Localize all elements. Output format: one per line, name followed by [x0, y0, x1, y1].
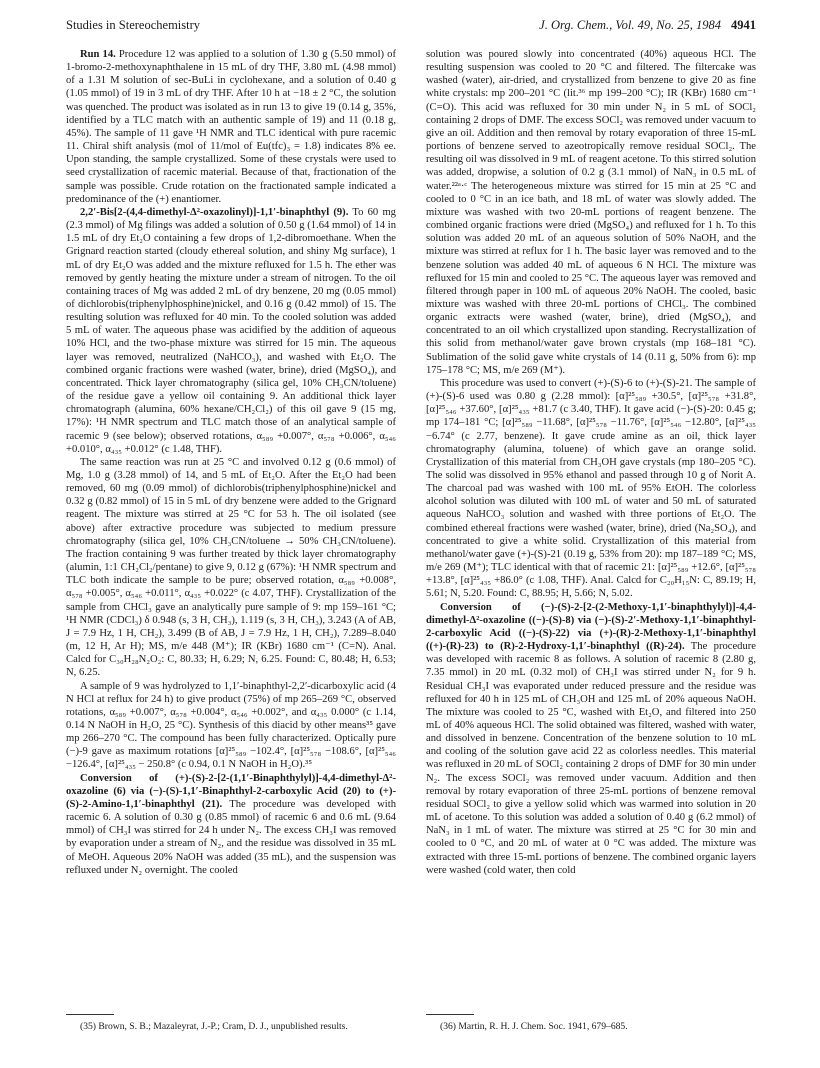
paragraph [66, 680, 396, 772]
paragraph-text: The procedure was developed with racemic 8 as follows. A solution of racemic 8 (2.80 g, 7.35 mmol) in 20 mL (0.32 mol) of CH₃I was stirred under N₂ for 9 h. Residual CH₃I was evaporated under reduced pressure and the residue was refluxed for 40 h in 125 mL of CH₃OH and 125 mL of 20% aqueous NaOH. The mixture was cooled to 25 °C, washed with Et₂O, and filtered into 250 mL of 40% aqueous HCl. The solid obtained was filtered, washed with water, and dissolved in benzene. Concentration of the benzene solution to 10 mL and cooling of the solution gave acid 22 as colorless needles. This material was refluxed in 20 mL of SOCl₂ containing 2 drops of DMF for 30 min under N₂. The excess SOCl₂ was removed under vacuum. Addition and then removal by rotary evaporation of three 25-mL portions of benzene removal residual SOCl₂ to give a yellow solid which was warmed into solution in 20 mL of acetone. To this solution was added a solution of 0.40 g (6.2 mmol) of NaN₃ in 1 mL of water. The mixture was stirred at 25 °C for 30 min and cooled to 0 °C, and 20 mL of water at 0 °C was added. The mixture was extracted with three 15-mL portions of benzene. The combined organic layers were washed (cold water, then cold [426, 641, 756, 876]
paragraph [66, 206, 396, 456]
paragraph [426, 601, 756, 877]
paragraph [426, 48, 756, 377]
paragraph-heading: 2,2′-Bis[2-(4,4-dimethyl-Δ²-oxazolinyl)]-1,1′-binaphthyl (9). [80, 206, 349, 218]
footnote-rule-right [426, 1014, 474, 1015]
paragraph-heading: Conversion of (−)-(S)-2-[2-(2-Methoxy-1,1′-binaphthylyl)]-4,4-dimethyl-Δ²-oxazoline ((−)-(S)-8) via (−)-(S)-2′-Methoxy-1,1′-binaphthyl-2-carboxylic Acid ((−)-(S)-22) via (+)-(R)-2-Methoxy-1,1′-binaphthyl ((+)-(R)-23) to (R)-2-Hydroxy-1,1′-binaphthyl ((R)-24). [426, 601, 756, 653]
journal-citation [539, 16, 756, 34]
paragraph-text: solution was poured slowly into concentrated (40%) aqueous HCl. The resulting suspension was cooled to 20 °C and filtered. The filtercake was washed (water), air-dried, and crystallized from benzene to give 20 as fine white crystals: mp 200–201 °C (lit.³⁶ mp 199–200 °C); IR (KBr) 1680 cm⁻¹ (C=O). This acid was refluxed for 30 min under N₂ in 5 mL of SOCl₂ containing 2 drops of DMF. The excess SOCl₂ was removed under vacuum to give an oil. Addition and then removal by rotary evaporation of three 15-mL portions of benzene served to azeotropically remove residual SOCl₂. The resulting oil was dissolved in 9 mL of reagent acetone. To this stirred solution was added, dropwise, a solution of 0.2 g (3.1 mmol) of NaN₃ in 0.5 mL of water.²²ᵃ·ᶜ The heterogeneous mixture was stirred for 15 min at 25 °C and cooled to 0 °C in an ice bath, and 18 mL of water was slowly added. The mixture was washed with two 20-mL portions of reagent benzene. The combined organic fractions were dried (MgSO₄) and refluxed for 1 h. To this solution was added 20 mL of an aqueous solution of 50% NaOH, and the mixture was stirred at reflux for 1 h. The basic layer was removed and to the benzene solution was added 40 mL of aqueous 6 N HCl. The mixture was refluxed for 15 min and cooled to 25 °C. The aqueous layer was removed and filtered through paper in 100 mL of aqueous 20% NaOH. The cooled, basic mixture was washed with three 20-mL portions of CHCl₃. The combined organic extracts were washed (water, brine), dried (MgSO₄), and concentrated to an oil which crystallized upon standing. Recrystallization of this solid from methanol/water gave brown crystals (mp 168–181 °C). Sublimation of the solid gave white crystals of 14 (0.11 g, 50% from 6): mp 175–178 °C; MS, m/e 269 (M⁺). [426, 49, 756, 376]
paragraph-text: The procedure was developed with racemic 6. A solution of 0.30 g (0.85 mmol) of racemic 6 and 0.6 mL (9.64 mmol) of CH₃I was stirred for 24 h under N₂. The excess CH₃I was removed by evaporation under a stream of N₂, and the residue was dissolved in 35 mL of MeOH. Aqueous 20% NaOH was added (35 mL), and the suspension was refluxed under N₂ overnight. The cooled [66, 798, 396, 876]
paragraph [66, 456, 396, 680]
journal-name: J. Org. Chem., Vol. 49, No. 25, 1984 [539, 18, 721, 32]
paragraph-heading: Conversion of (+)-(S)-2-[2-(1,1′-Binaphthylyl)]-4,4-dimethyl-Δ²-oxazoline (6) via (−)-(S)-1,1′-Binaphthyl-2-carboxylic Acid (20) to (+)-(S)-2-Amino-1,1′-binaphthyl (21). [66, 772, 396, 810]
section-title: Studies in Stereochemistry [66, 18, 201, 32]
right-column [426, 48, 756, 1006]
footnote-rule-left [66, 1014, 114, 1015]
page-number: 4941 [731, 18, 756, 32]
paragraph-text: A sample of 9 was hydrolyzed to 1,1′-binaphthyl-2,2′-dicarboxylic acid (4 N HCl at reflux for 24 h) to give product (75%) of mp 265–269 °C, observed rotations, α₅₈₉ +0.007°, α₅₇₈ +0.004°, α₅₄₆ +0.002°, and α₄₃₅ 0.000° (c 1.14, 0.14 N NaOH in H₂O, 25 °C). Synthesis of this diacid by other means³⁵ gave mp 266–270 °C. The compound has been fully characterized. Optically pure (−)-9 gave as maximum rotations [α]²⁵₅₈₉ −102.4°, [α]²⁵₅₇₈ −108.6°, [α]²⁵₅₄₆ −126.4°, [α]²⁵₄₃₅ − 250.8° (c 0.94, 0.1 N NaOH in H₂O).³⁵ [66, 680, 396, 771]
left-column [66, 48, 396, 1006]
paragraph-heading: Run 14. [80, 49, 116, 60]
paragraph-text: This procedure was used to convert (+)-(S)-6 to (+)-(S)-21. The sample of (+)-(S)-6 used was 0.80 g (2.28 mmol): [α]²⁵₅₈₉ +30.5°, [α]²⁵₅₇₈ +31.8°, [α]²⁵₅₄₆ +37.60°, [α]²⁵₄₃₅ +81.7 (c 3.40, THF). It gave acid (−)-(S)-20: 0.45 g; mp 174–181 °C; [α]²⁵₅₈₉ −11.68°, [α]²⁵₅₇₈ −11.76°, [α]²⁵₅₄₆ −12.80°, [α]²⁵₄₃₅ −6.74° (c 2.77, benzene). It gave crude amine as an oil, thick layer chromatography (alumina, toluene) of which gave an orange solid. Crystallization of this material from CH₃OH gave crystals (mp 180–205 °C). The solid was dissolved in 95% ethanol and passed through 10 g of Norit A. The charcoal pad was washed with 100 mL of 95% EtOH. The colorless alcohol solution was diluted with 100 mL of water and 50 mL of saturated aqueous NaHCO₃ solution and washed with three portions of Et₂O. The combined ethereal fractions were washed (water, brine), dried (Na₂SO₄), and concentrated to give a white solid. Crystallization of this material from methanol/water gave (+)-(S)-21 (0.19 g, 53% from 20): mp 187–189 °C; MS, m/e 269 (M⁺); TLC identical with that of racemic 21: [α]²⁵₅₈₉ +12.6°, [α]²⁵₅₇₈ +13.8°, [α]²⁵₄₃₅ +86.0° (c 1.08, THF). Anal. Calcd for C₂₀H₁₅N: C, 89.19; H, 5.61; N, 5.20. Found: C, 88.95; H, 5.66; N, 5.02. [426, 377, 756, 600]
footnote-36: (36) Martin, R. H. J. Chem. Soc. 1941, 679–685. [440, 1021, 628, 1032]
paragraph-text: The same reaction was run at 25 °C and involved 0.12 g (0.6 mmol) of Mg, 1.0 g (3.28 mmol) of 14, and 5 mL of Et₂O. After the Et₂O had been removed, 60 mg (0.09 mmol) of dichlorobis(triphenylphosphine)nickel and 0.32 g (0.82 mmol) of 15 in 5 mL of dry benzene were added to the Grignard reagent. The mixture was stirred at 25 °C for 53 h. The oil isolated (see above) after extractive procedure was subjected to medium pressure chromatography (silica gel, 10% CH₃CN/toluene → 50% CH₃CN/toluene). The fraction containing 9 was further treated by thick layer chromatography (alumin, 1:1 CH₂Cl₂/pentane) to give 9, 0.12 g (67%): ¹H NMR spectrum and TLC both indicate the sample to be pure; observed rotation, α₅₈₉ +0.008°, α₅₇₈ +0.005°, α₅₄₆ +0.011°, α₄₃₅ +0.022° (c 4.07, THF). Crystallization of the sample from CHCl₃ gave an analytically pure sample of 9: mp 159–161 °C; ¹H NMR (CDCl₃) δ 0.948 (s, 3 H, CH₃), 1.119 (s, 3 H, CH₃), 3.243 (A of AB, J = 7.9 Hz, 1 H, CH₂), 3.499 (B of AB, J = 7.9 Hz, 1 H, CH₂), 7.289–8.040 (m, 12 H, Ar H); MS, m/e 448 (M⁺); IR (KBr) 1680 cm⁻¹ (C=N). Anal. Calcd for C₃₀H₂₈N₂O₂: C, 80.33; H, 6.29; N, 6.25. Found: C, 80.48; H, 6.53; N, 6.25. [66, 456, 396, 679]
paragraph [66, 48, 396, 206]
paragraph [426, 377, 756, 601]
running-header [66, 16, 756, 34]
footnote-35: (35) Brown, S. B.; Mazaleyrat, J.-P.; Cram, D. J., unpublished results. [80, 1021, 348, 1032]
paragraph-text: To 60 mg (2.3 mmol) of Mg filings was added a solution of 0.50 g (1.64 mmol) of 14 in 1.5 mL of dry Et₂O containing a few drops of 1,2-dibromoethane. When the Grignard reaction started (cloudy ethereal solution, and shiny Mg surface), 1 mL of dry Et₂O was added and the mixture refluxed for 1.5 h. The ether was removed by gently heating the mixture under a stream of nitrogen. To the oil containing traces of Mg was added 2 mL of dry benzene, 20 mg (0.05 mmol) of dichlorobis(triphenylphosphine)nickel, and 0.16 g (0.42 mmol) of 15. The resulting solution was refluxed for 40 min. To the cooled solution was added 5 mL of water. The aqueous phase was acidified by the addition of aqueous 10% HCl, and the two-phase mixture was stirred for 15 min. The aqueous layer was removed, neutralized (NaHCO₃), and washed with Et₂O. The combined organic fractions were washed (water, brine), dried (MgSO₄), and concentrated. Thick layer chromatography (silica gel, 10% CH₃CN/toluene) of the residue gave a yellow oil containing 9. An additional thick layer chromatograph (alumina, 60% hexane/CH₂Cl₂) of this oil gave 9 (15 mg, 17%): ¹H NMR spectrum and TLC match those of an analytical sample of racemic 9 (see below); observed rotations, α₅₈₉ +0.007°, α₅₇₈ +0.006°, α₅₄₆ +0.010°, α₄₃₅ +0.012° (c 1.48, THF). [66, 206, 396, 455]
paragraph [66, 772, 396, 877]
paragraph-text: Procedure 12 was applied to a solution of 1.30 g (5.50 mmol) of 1-bromo-2-methoxynaphthalene in 15 mL of dry THF, 3.80 mL (4.98 mmol) of a 1.31 M solution of sec-BuLi in cyclohexane, and a solution of 0.40 g (1.05 mmol) of 19 in 3 mL of dry THF. After 10 h at −18 ± 2 °C, the solution was quenched. The product was isolated as in run 13 to give 19 (0.14 g, 35%, identified by a TLC match with an authentic sample of 19) and 11 (0.18 g, 45%). The sample of 11 gave ¹H NMR and TLC identical with pure racemic 11. Chiral shift analysis (mol of 11/mol of Eu(tfc)₃ = 1.8) indicates 8% ee. Upon standing, the sample crystallized. Some of these crystals were used to seed crystallization of racemic material. Because of that, fractionation of the sample was possible. Crude rotation on the fractionated sample indicated a predominance of the (+) enantiomer. [66, 49, 396, 205]
